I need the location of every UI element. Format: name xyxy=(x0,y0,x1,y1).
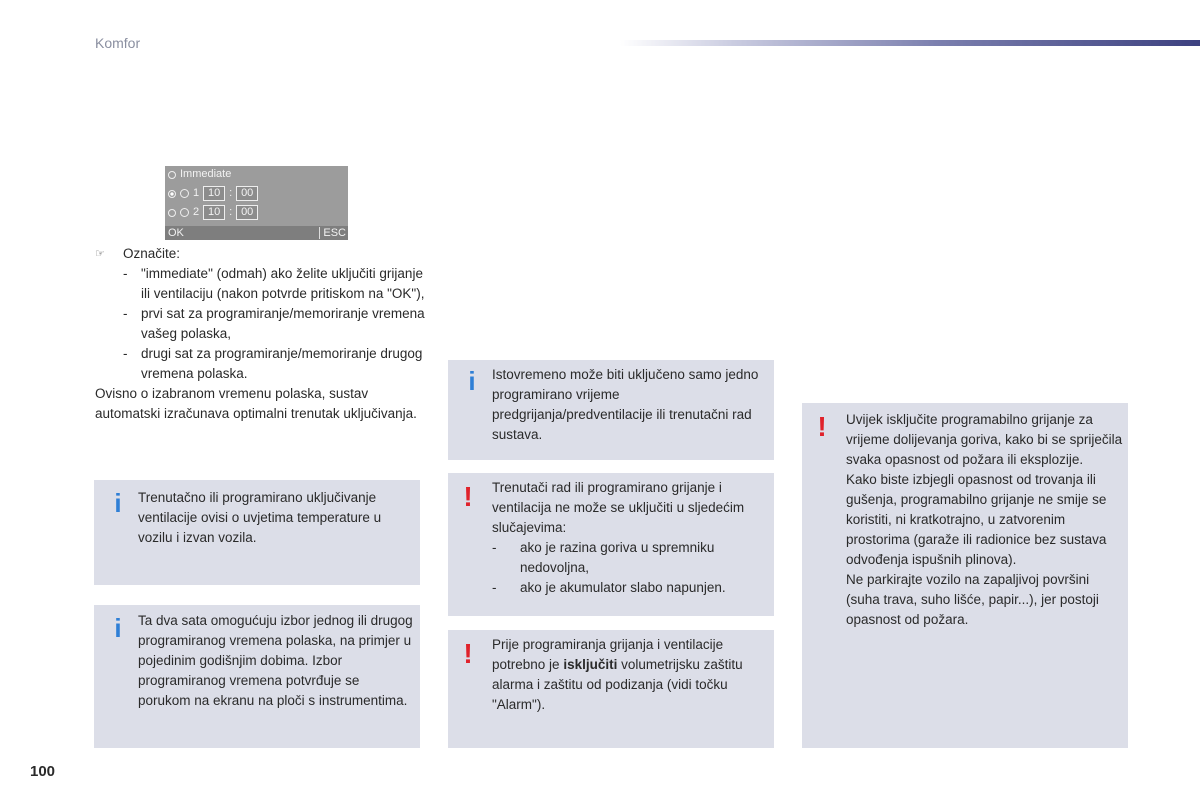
esc-label: ESC xyxy=(319,227,346,239)
warning-paragraph: Ne parkirajte vozilo na zapaljivoj površini (suha trava, suho lišće, papir...), jer postoji opasnost od požara. xyxy=(846,572,1099,627)
preheat-screen-image xyxy=(165,166,348,240)
radio-icon xyxy=(168,209,176,217)
warning-box-conditions xyxy=(448,473,774,616)
radio-icon xyxy=(168,171,176,179)
info-box-text: Istovremeno može biti uključeno samo jedno programirano vrijeme predgrijanja/predventilacije ili trenutačni rad sustava. xyxy=(492,367,759,442)
timer-1-minutes: 00 xyxy=(236,186,258,201)
warning-box-content xyxy=(492,478,768,598)
warning-icon: ! xyxy=(463,638,473,669)
header-gradient-bar xyxy=(620,40,1200,46)
info-icon: i xyxy=(468,366,476,396)
clock-icon xyxy=(180,208,189,217)
warning-box-content xyxy=(846,410,1124,630)
timer-1-index: 1 xyxy=(193,187,200,199)
immediate-label: Immediate xyxy=(180,168,232,180)
pointing-hand-icon: ☞ xyxy=(95,248,105,260)
timer-1-hours: 10 xyxy=(203,186,225,201)
warning-box-safety xyxy=(802,403,1128,748)
immediate-row xyxy=(168,166,231,183)
instructions-lead: Označite: xyxy=(123,246,181,261)
info-icon: i xyxy=(114,488,122,518)
warning-box-text: Trenutači rad ili programirano grijanje i ventilacija ne može se uključiti u sljedećim slučajevima: xyxy=(492,480,745,535)
instructions-paragraph: Ovisno o izabranom vremenu polaska, sustav automatski izračunava optimalni trenutak uključivanja. xyxy=(95,386,417,421)
warning-icon: ! xyxy=(463,481,473,512)
info-box-text: Trenutačno ili programirano uključivanje ventilacije ovisi o uvjetima temperature u vozilu i izvan vozila. xyxy=(138,490,382,545)
timer-row-2: 2 10 : 00 xyxy=(168,204,258,221)
list-item: - prvi sat za programiranje/memoriranje vremena vašeg polaska, xyxy=(123,306,425,341)
warning-paragraph: Uvijek isključite programabilno grijanje za vrijeme dolijevanja goriva, kako bi se spriječila svaka opasnost od požara ili eksplozije. xyxy=(846,412,1123,467)
timer-2-hours: 10 xyxy=(203,205,225,220)
warning-paragraph: Kako biste izbjegli opasnost od trovanja ili gušenja, programabilno grijanje ne smije se koristiti, ni kratkotrajno, u zatvorenim prostorima (garaže ili radionice bez sustava odvođenja ispušnih plinova). xyxy=(846,472,1107,567)
section-title: Komfor xyxy=(95,35,141,51)
timer-row-1: 1 10 : 00 xyxy=(168,185,258,202)
info-box-two-clocks xyxy=(94,605,420,748)
warning-box-alarm xyxy=(448,630,774,748)
list-item: - ako je razina goriva u spremniku nedovoljna, xyxy=(492,540,715,575)
list-item: - "immediate" (odmah) ako želite uključiti grijanje ili ventilaciju (nakon potvrde pritiskom na "OK"), xyxy=(123,266,425,301)
timer-2-index: 2 xyxy=(193,206,200,218)
info-box-single-program xyxy=(448,360,774,460)
info-box-temperature xyxy=(94,480,420,585)
info-box-text: Ta dva sata omogućuju izbor jednog ili drugog programiranog vremena polaska, na primjer u pojedinim godišnjim dobima. Izbor programiranog vremena potvrđuje se porukom na ekranu na ploči s instrumentima. xyxy=(138,613,413,708)
clock-icon xyxy=(180,189,189,198)
ok-label: OK xyxy=(168,227,184,239)
warning-box-text: Prije programiranja grijanja i ventilacije potrebno je isključiti volumetrijsku zaštitu alarma i zaštitu od podizanja (vidi točku "Alarm"). xyxy=(492,637,743,712)
radio-selected-icon xyxy=(168,190,176,198)
list-item: - ako je akumulator slabo napunjen. xyxy=(492,580,726,595)
list-item: - drugi sat za programiranje/memoriranje drugog vremena polaska. xyxy=(123,346,423,381)
warning-icon: ! xyxy=(817,411,827,442)
screen-footer xyxy=(165,226,348,240)
instructions xyxy=(95,244,425,424)
page-number: 100 xyxy=(30,763,56,780)
info-icon: i xyxy=(114,613,122,643)
timer-2-minutes: 00 xyxy=(236,205,258,220)
